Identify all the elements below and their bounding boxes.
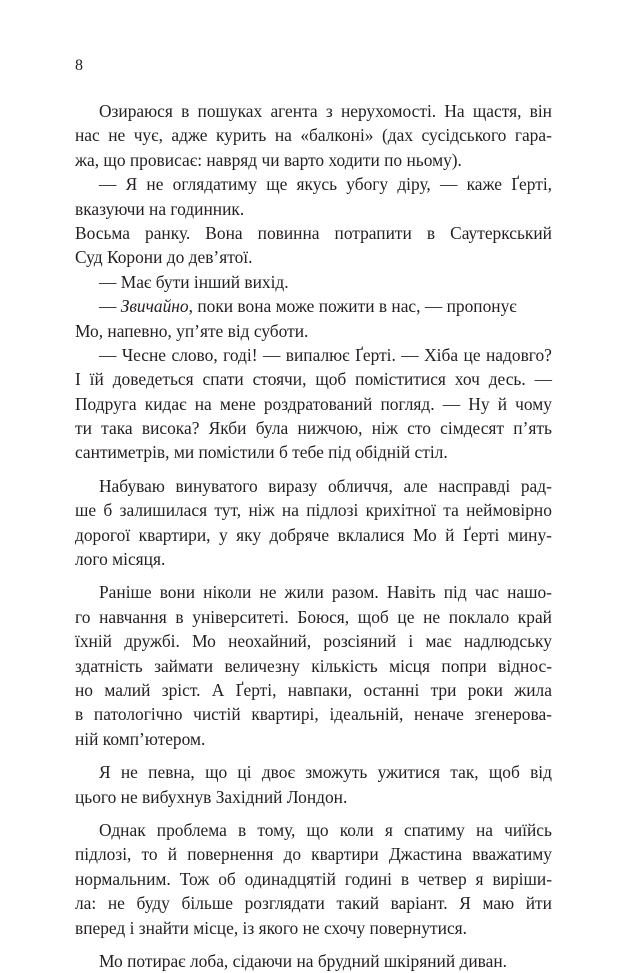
text-line: ла: не буду більше розглядати такий варіант. Я маю йти <box>75 893 552 914</box>
text-line: підлозі, то й повернення до квартири Джастина вважатиму <box>75 844 552 865</box>
text-line: Суд Корони до дев’ятої. <box>75 247 253 268</box>
text-line: лого місяця. <box>75 549 166 570</box>
text-line: в патологічно чистій квартирі, ідеальній, неначе згенерова- <box>75 704 552 725</box>
text-line: дорогої квартири, у яку добряче вклалися Мо й Ґерті мину- <box>75 524 552 545</box>
text-line: Раніше вони ніколи не жили разом. Навіть під час нашо- <box>99 582 552 603</box>
text-line: нормальним. Тож об одинадцятій годині в четвер я виріши- <box>75 868 552 889</box>
text-line: го навчання в університеті. Боюся, щоб це не поклало край <box>75 606 552 627</box>
text-line: здатність займати величезну кількість місця попри віднос- <box>75 655 552 676</box>
dash: — <box>99 296 121 317</box>
text-line: Озираюся в пошуках агента з нерухомості. На щастя, він <box>99 101 552 121</box>
text-line: їхній дружбі. Мо неохайний, розсіяний і має надлюдську <box>75 631 552 652</box>
text-line: цього не вибухнув Західний Лондон. <box>75 786 348 807</box>
text-line: Мо потирає лоба, сідаючи на брудний шкіряний диван. <box>99 950 508 971</box>
text-line: Мо, напевно, уп’яте від суботи. <box>75 320 309 341</box>
text-line: нас не чує, адже курить на «балконі» (дах сусідського гара- <box>75 125 552 146</box>
text-line: но малий зріст. А Ґерті, навпаки, останні три роки жила <box>75 679 552 700</box>
text-line: вказуючи на годинник. <box>75 198 245 219</box>
text-line: Восьма ранку. Вона повинна потрапити в Саутеркський <box>75 222 552 243</box>
text-line: Подруга кидає на мене роздратований погляд. — Ну й чому <box>75 393 552 414</box>
italic-word: Звичайно <box>120 296 189 317</box>
page-number: 8 <box>75 57 83 74</box>
line-rest: , поки вона може пожити в нас, — пропонує <box>188 296 517 317</box>
text-line: ше б залишилася тут, ніж на підлозі крихітної та неймовірно <box>75 500 552 521</box>
text-line: — Я не оглядатиму ще якусь убогу діру, — каже Ґерті, <box>99 174 552 195</box>
text-line: Однак проблема в тому, що коли я спатиму на чиїйсь <box>99 819 552 840</box>
body-text <box>75 99 552 973</box>
text-line: Я не певна, що ці двоє зможуть ужитися так, щоб від <box>99 762 552 783</box>
text-line: І їй доведеться спати стоячи, щоб поміститися хоч десь. — <box>75 369 552 390</box>
text-line: Набуваю винуватого виразу обличчя, але насправді рад- <box>99 475 552 496</box>
text-line <box>75 294 552 318</box>
text-line: — Має бути інший вихід. <box>99 271 289 292</box>
text-line: вперед і знайти місце, із якого не схочу повернутися. <box>75 917 468 938</box>
text-line: ній комп’ютером. <box>75 728 206 749</box>
text-line: жа, що провисає: навряд чи варто ходити по ньому). <box>75 149 462 170</box>
text-line: сантиметрів, ми помістили б тебе під обідній стіл. <box>75 442 448 463</box>
text-line: ти така висока? Якби була нижчою, ніж сто сімдесят п’ять <box>75 418 552 439</box>
text-line: — Чесне слово, годі! — випалює Ґерті. — Хіба це надовго? <box>99 344 552 365</box>
